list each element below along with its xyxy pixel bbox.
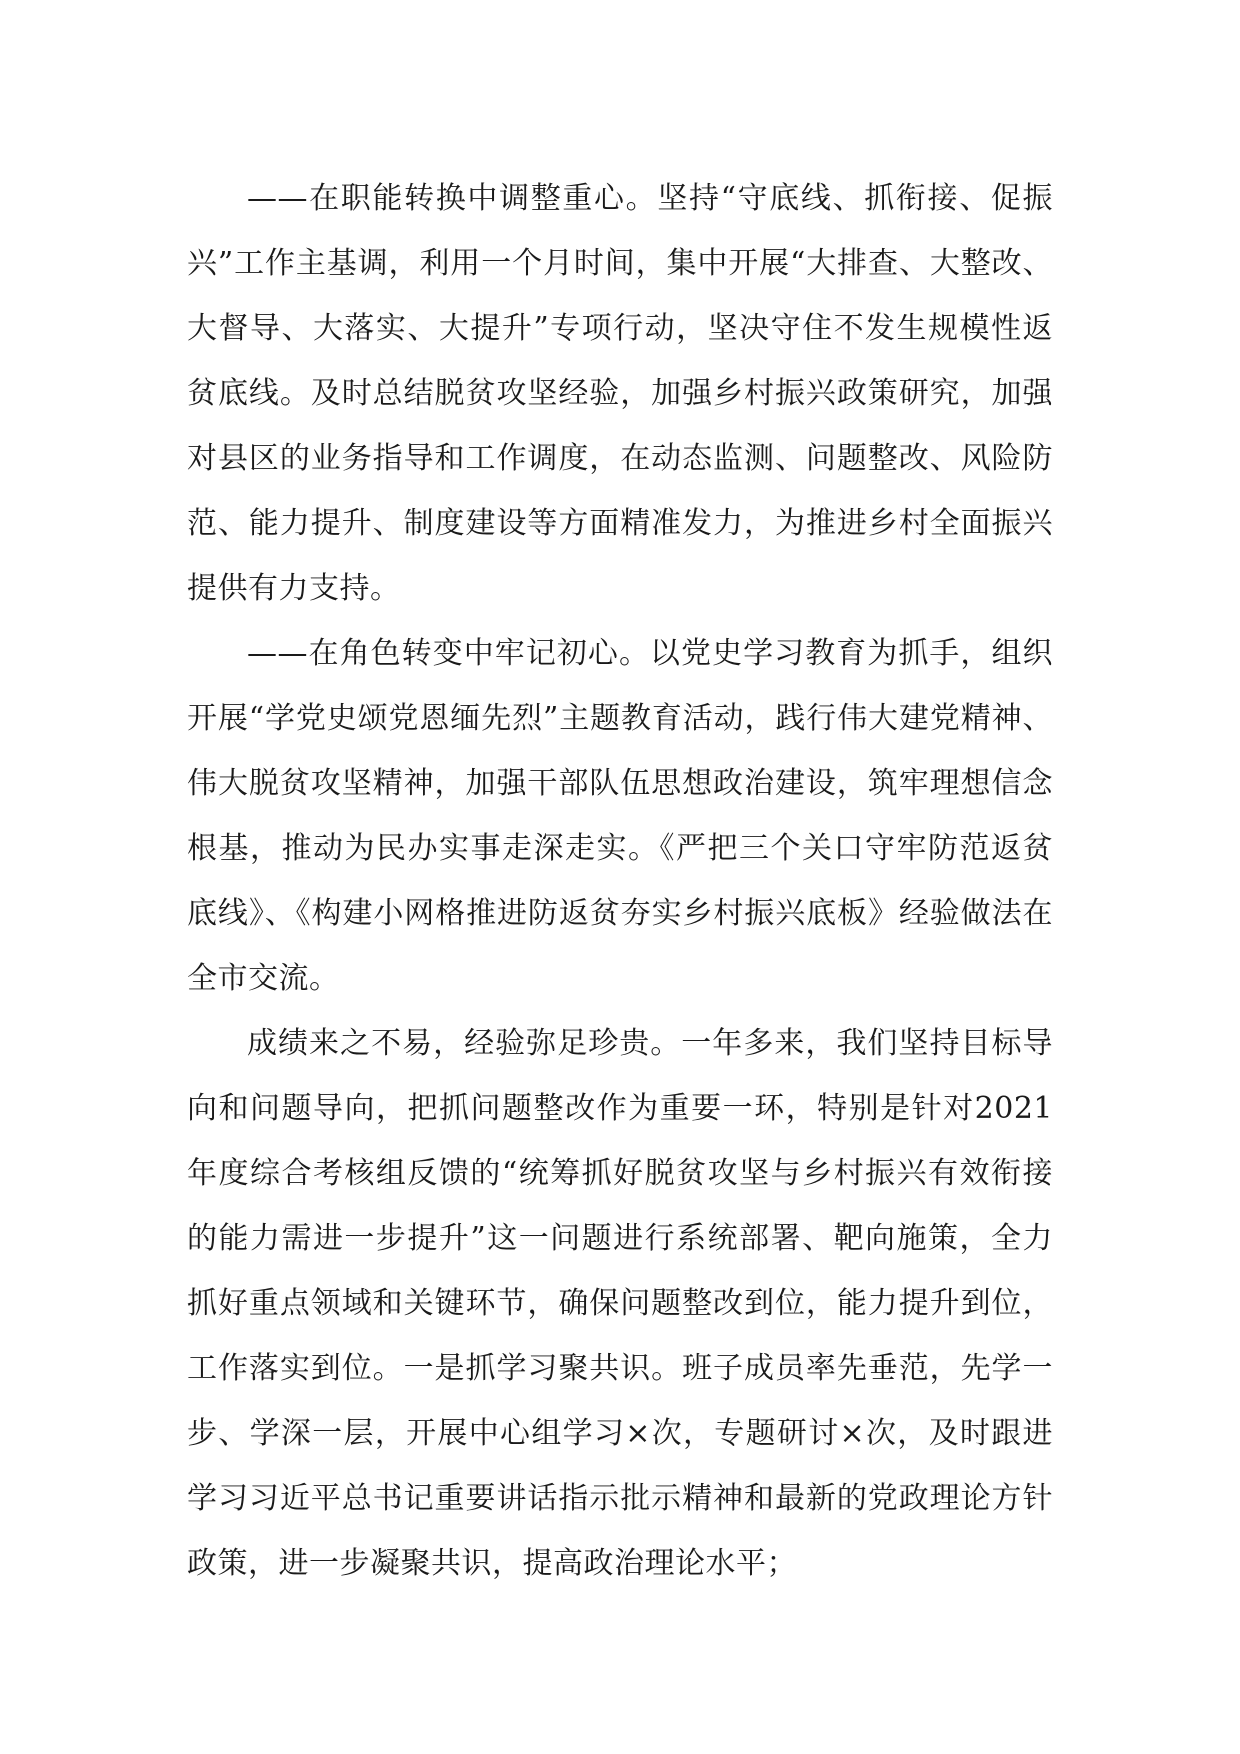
paragraph-achievements: 成绩来之不易，经验弥足珍贵。一年多来，我们坚持目标导向和问题导向，把抓问题整改作为重要一环，特别是针对2021年度综合考核组反馈的“统筹抓好脱贫攻坚与乡村振兴有效衔接的能力需进一步提升”这一问题进行系统部署、靶向施策，全力抓好重点领域和关键环节，确保问题整改到位，能力提升到位，工作落实到位。一是抓学习聚共识。班子成员率先垂范，先学一步、学深一层，开展中心组学习×次，专题研讨×次，及时跟进学习习近平总书记重要讲话指示批示精神和最新的党政理论方针政策，进一步凝聚共识，提高政治理论水平； <box>187 1026 1053 1581</box>
paragraph-function-shift: ——在职能转换中调整重心。坚持“守底线、抓衔接、促振兴”工作主基调，利用一个月时间，集中开展“大排查、大整改、大督导、大落实、大提升”专项行动，坚决守住不发生规模性返贫底线。及时总结脱贫攻坚经验，加强乡村振兴政策研究，加强对县区的业务指导和工作调度，在动态监测、问题整改、风险防范、能力提升、制度建设等方面精准发力，为推进乡村全面振兴提供有力支持。 <box>187 181 1053 606</box>
paragraph-role-change: ——在角色转变中牢记初心。以党史学习教育为抓手，组织开展“学党史颂党恩缅先烈”主题教育活动，践行伟大建党精神、伟大脱贫攻坚精神，加强干部队伍思想政治建设，筑牢理想信念根基，推动为民办实事走深走实。《严把三个关口守牢防范返贫底线》、《构建小网格推进防返贫夯实乡村振兴底板》经验做法在全市交流。 <box>187 636 1053 996</box>
document-body <box>187 166 1053 1596</box>
